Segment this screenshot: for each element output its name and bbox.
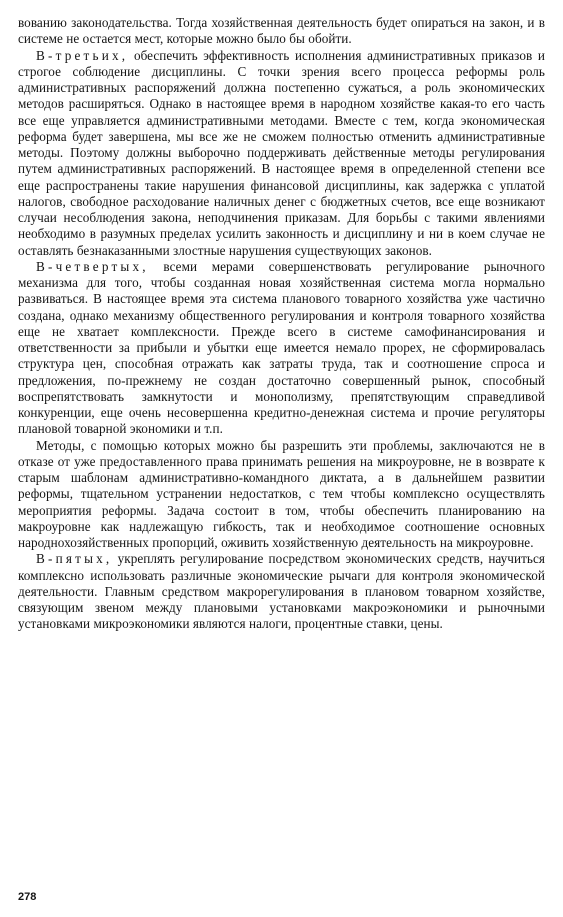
paragraph-methods — [18, 438, 545, 552]
paragraph-text: укреплять регулирование посредством экономических средств, научиться комплексно использовать различные экономические рычаги для контроля экономической деятельности. Главным средством макрорегулирования в плановом товарном хозяйстве, связующим звеном между плановыми установками макроэкономики и рыночными установками микроэкономики являются налоги, процентные ставки, цены. — [18, 551, 545, 632]
paragraph-lead: В-пятых, — [36, 551, 113, 567]
paragraph-third — [18, 48, 545, 259]
paragraph-text: вованию законодательства. Тогда хозяйственная деятельность будет опираться на закон, и в системе не остается мест, которые можно было бы обойти. — [18, 15, 545, 47]
page-number: 278 — [18, 891, 37, 903]
paragraph-intro — [18, 15, 545, 48]
paragraph-text: Методы, с помощью которых можно бы разрешить эти проблемы, заключаются не в отказе от уже предоставленного права принимать решения на микроуровне, не в возврате к старым шаблонам административно-командного диктата, а в дальнейшем развитии реформы, тщательном устранении недостатков, с тем чтобы комплексно осуществлять мероприятия реформы. Задача состоит в том, чтобы обеспечить планированию на макроуровне как надлежащую гибкость, так и необходимое соотношение основных народнохозяйственных пропорций, оживить хозяйственную деятельность на микроуровне. — [18, 437, 545, 550]
paragraph-fourth — [18, 259, 545, 438]
paragraph-fifth — [18, 551, 545, 632]
paragraph-text: всеми мерами совершенствовать регулирование рыночного механизма для того, чтобы созданная новая хозяйственная система могла нормально развиваться. В настоящее время эта система планового товарного хозяйства уже частично создана, однако механизму общественного регулирования и контроля товарного хозяйства еще не хватает комплексности. Прежде всего в системе самофинансирования и ответственности за прибыли и убытки еще имеется немало прорех, не сформировалась структура цен, способная отражать как затраты труда, так и соотношение спроса и предложения, по-прежнему не создан достаточно совершенный рынок, способный воспрепятствовать замкнутости и монополизму, препятствующим справедливой конкуренции, еще очень несовершенна кредитно-денежная система и прочие регуляторы плановой товарной экономики и т.п. — [18, 258, 545, 437]
paragraph-text: обеспечить эффективность исполнения административных приказов и строгое соблюдение дисциплины. С точки зрения всего процесса реформы роль административных распоряжений должна постепенно сужаться, а роль экономических методов расширяться. Однако в настоящее время в народном хозяйстве какая-то его часть все еще управляется административными методами. Вместе с тем, когда экономическая реформа будет завершена, мы все же не сможем полностью отменить административные методы. Поэтому должны выборочно поддерживать действенные методы регулирования путем административных распоряжений. В настоящее время в определенной степени все еще распространены такие нарушения финансовой дисциплины, как задержка с уплатой налогов, свободное расходование наличных денег с бюджетных счетов, все еще возникают случаи несоблюдения закона, неподчинения приказам. Для борьбы с такими явлениями необходимо в разумных пределах усилить законность и дисциплину и ни в коем случае не оставлять безнаказанными злостные нарушения существующих законов. — [18, 47, 545, 258]
paragraph-lead: В-четвертых, — [36, 258, 149, 274]
paragraph-lead: В-третьих, — [36, 47, 129, 63]
document-page — [18, 15, 545, 633]
